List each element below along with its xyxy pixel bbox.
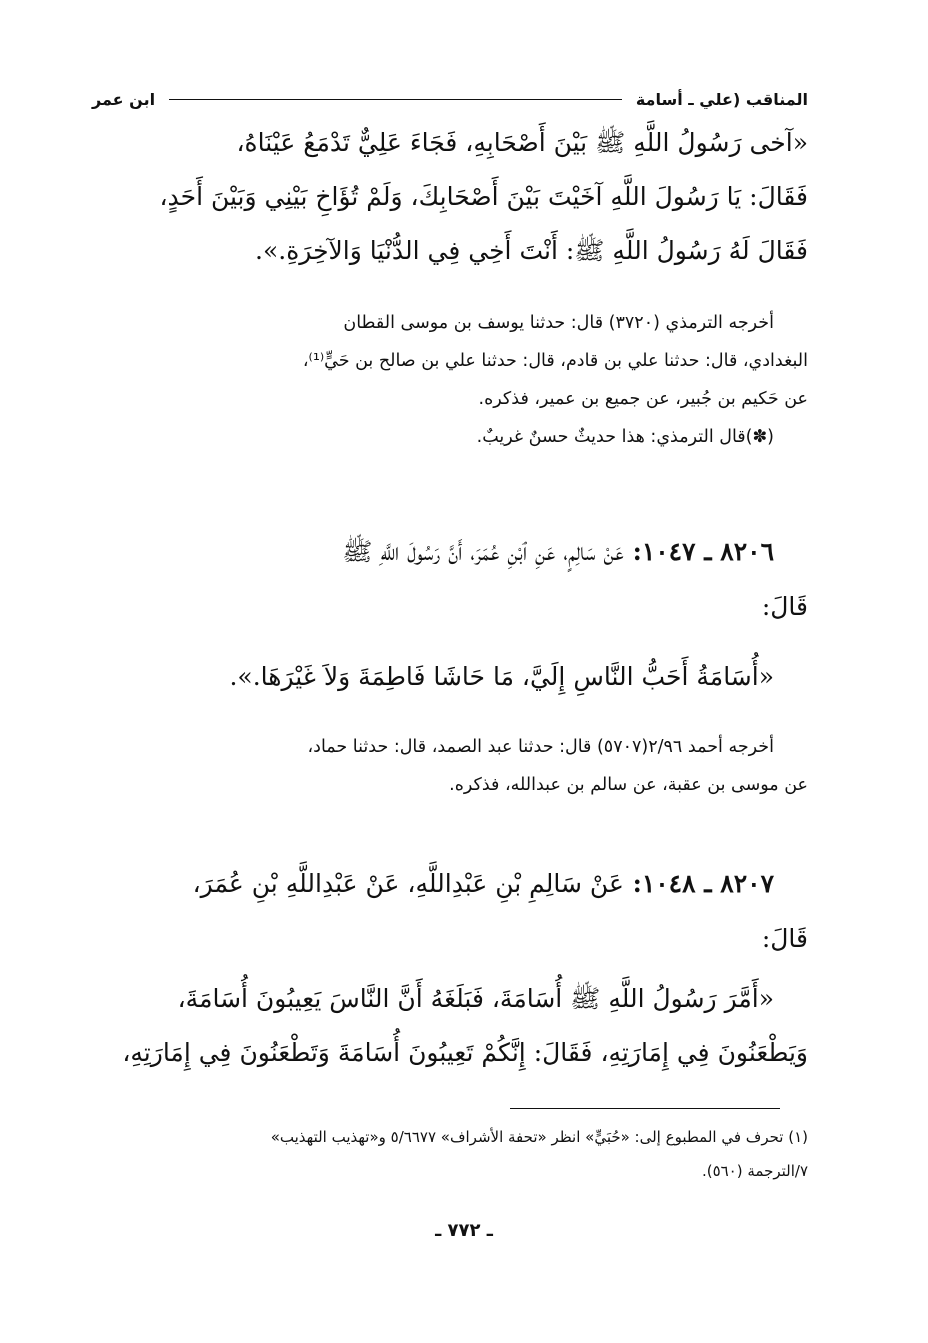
hadith-8205-source [92, 304, 808, 456]
header-narrator: ابن عمر [92, 89, 156, 109]
hadith-number: ٨٢٠٧ ـ ١٠٤٨: [632, 869, 774, 898]
text-line: فَقَالَ: يَا رَسُولَ اللَّهِ آخَيْتَ بَيْنَ أَصْحَابِكَ، وَلَمْ تُؤَاخِ بَيْنِي وَبَيْنَ أَحَدٍ، [159, 182, 808, 211]
hadith-8207-text [92, 972, 808, 1080]
hadith-intro-qala: قَالَ: [761, 592, 808, 621]
hadith-8207-intro [92, 856, 808, 912]
hadith-8206-intro [92, 524, 808, 580]
source-line: أخرجه الترمذي (٣٧٢٠) قال: حدثنا يوسف بن موسى القطان [343, 313, 774, 333]
source-line: عن حَكيم بن جُبير، عن جميع بن عمير، فذكره. [478, 389, 808, 409]
source-line: أخرجه أحمد ٢/٩٦(٥٧٠٧) قال: حدثنا عبد الصمد، قال: حدثنا حماد، [307, 737, 774, 757]
text-line: وَيَطْعَنُونَ فِي إِمَارَتِهِ، فَقَالَ: إِنَّكُمْ تَعِيبُونَ أُسَامَةَ وَتَطْعَنُونَ فِي إِمَارَتِهِ، [122, 1038, 808, 1067]
text-line: «أَمَّرَ رَسُولُ اللَّهِ ﷺ أُسَامَةَ، فَبَلَغَهُ أَنَّ النَّاسَ يَعِيبُونَ أُسَامَةَ، [177, 984, 774, 1013]
text-line: «آخى رَسُولُ اللَّهِ ﷺ بَيْنَ أَصْحَابِهِ، فَجَاءَ عَلِيٌّ تَدْمَعُ عَيْنَاهُ، [236, 128, 808, 157]
footnote-line: (١) تحرف في المطبوع إلى: «حُبَيٍّ» انظر «تحفة الأشراف» ٥/٦٦٧٧ و«تهذيب التهذيب» [270, 1128, 808, 1146]
footnote [92, 1120, 808, 1188]
footnote-rule [510, 1108, 780, 1109]
hadith-8206 [92, 524, 808, 634]
hadith-intro-qala: قَالَ: [761, 924, 808, 953]
hadith-8206-text [92, 650, 808, 704]
hadith-8205-text [92, 116, 808, 278]
text-line: فَقَالَ لَهُ رَسُولُ اللَّهِ ﷺ: أَنْتَ أَخِي فِي الدُّنْيَا وَالآخِرَةِ.». [255, 236, 808, 265]
hadith-8206-source [92, 728, 808, 804]
text-line: «أُسَامَةُ أَحَبُّ النَّاسِ إِلَيَّ، مَا حَاشَا فَاطِمَةَ وَلاَ غَيْرَهَا.». [229, 662, 774, 691]
footnote-line: ٧/الترجمة (٥٦٠). [701, 1162, 808, 1180]
hadith-8207 [92, 856, 808, 966]
source-line: البغدادي، قال: حدثنا علي بن قادم، قال: حدثنا علي بن صالح بن حَيٍّ⁽¹⁾، [302, 351, 808, 371]
header-section-title: المناقب (علي ـ أسامة [635, 89, 808, 109]
page-number: ـ ٧٧٢ ـ [435, 1220, 493, 1241]
header-rule [169, 99, 622, 100]
hadith-intro-text: عَنْ سَالِمِ بْنِ عَبْدِاللَّهِ، عَنْ عَبْدِاللَّهِ بْنِ عُمَرَ، [192, 869, 624, 898]
running-header [92, 86, 808, 112]
source-line: عن موسى بن عقبة، عن سالم بن عبدالله، فذكره. [449, 775, 808, 795]
hadith-number: ٨٢٠٦ ـ ١٠٤٧: [632, 537, 774, 566]
grade-line: (✽)قال الترمذي: هذا حديثٌ حسنٌ غريبٌ. [476, 427, 774, 447]
hadith-intro-text: عَنْ سَالِمٍ، عَنِ ٱبْنِ عُمَرَ، أَنَّ رَسُولَ اللَّهِ ﷺ [342, 537, 624, 566]
